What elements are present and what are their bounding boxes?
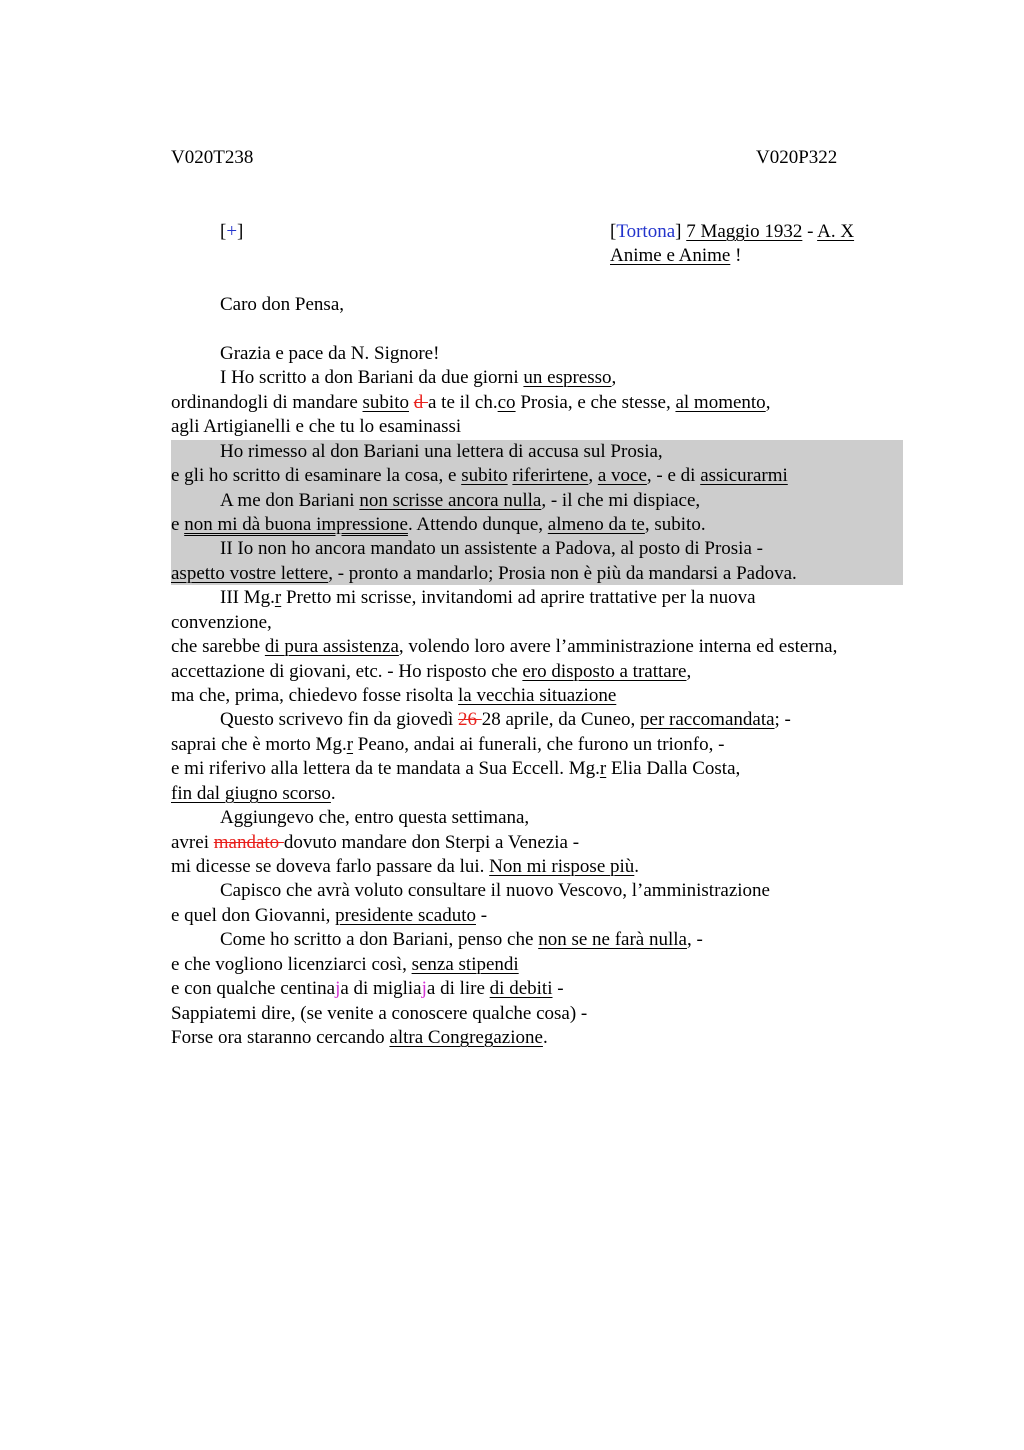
body-line: A me don Bariani non scrisse ancora nulla, - il che mi dispiace, <box>220 490 701 511</box>
body-line: e quel don Giovanni, presidente scaduto - <box>171 905 488 926</box>
body-line: avrei mandato dovuto mandare don Sterpi a Venezia - <box>171 832 580 853</box>
body-line: Capisco che avrà voluto consultare il nuovo Vescovo, l’amministrazione <box>220 880 770 901</box>
body-line: Questo scrivevo fin da giovedì 26 28 aprile, da Cuneo, per raccomandata; - <box>220 709 791 730</box>
body-line: e che vogliono licenziarci così, senza stipendi <box>171 954 519 975</box>
body-line: che sarebbe di pura assistenza, volendo loro avere l’amministrazione interna ed esterna, <box>171 636 838 657</box>
body-line: mi dicesse se doveva farlo passare da lui. Non mi rispose più. <box>171 856 640 877</box>
editorial-note-marker: [+] <box>220 221 244 242</box>
body-line: e non mi dà buona impressione. Attendo dunque, almeno da te, subito. <box>171 514 706 535</box>
body-line: Aggiungevo che, entro questa settimana, <box>220 807 530 828</box>
body-line: e gli ho scritto di esaminare la cosa, e subito riferirtene, a voce, - e di assicurarmi <box>171 465 788 486</box>
document-code-left: V020T238 <box>171 147 254 168</box>
place-link[interactable]: Tortona <box>616 221 676 242</box>
letter-motto: Anime e Anime ! <box>610 245 742 266</box>
body-line: fin dal giugno scorso. <box>171 783 336 804</box>
letter-date-line: [Tortona] 7 Maggio 1932 - A. X <box>610 221 855 242</box>
body-line: ma che, prima, chiedevo fosse risolta la vecchia situazione <box>171 685 617 706</box>
body-line: saprai che è morto Mg.r Peano, andai ai funerali, che furono un trionfo, - <box>171 734 725 755</box>
body-line: Forse ora staranno cercando altra Congregazione. <box>171 1027 548 1048</box>
body-line: Grazia e pace da N. Signore! <box>220 343 440 364</box>
body-line: e mi riferivo alla lettera da te mandata a Sua Eccell. Mg.r Elia Dalla Costa, <box>171 758 741 779</box>
salutation: Caro don Pensa, <box>220 294 345 315</box>
body-line: accettazione di giovani, etc. - Ho risposto che ero disposto a trattare, <box>171 661 692 682</box>
body-line: convenzione, <box>171 612 272 633</box>
body-line: e con qualche centinaja di migliaja di lire di debiti - <box>171 978 564 999</box>
body-line: ordinandogli di mandare subito d a te il ch.co Prosia, e che stesse, al momento, <box>171 392 771 413</box>
body-line: aspetto vostre lettere, - pronto a mandarlo; Prosia non è più da mandarsi a Padova. <box>171 563 797 584</box>
body-line: III Mg.r Pretto mi scrisse, invitandomi ad aprire trattative per la nuova <box>220 587 756 608</box>
body-line: agli Artigianelli e che tu lo esaminassi <box>171 416 462 437</box>
document-code-right: V020P322 <box>756 147 838 168</box>
body-line: Sappiatemi dire, (se venite a conoscere qualche cosa) - <box>171 1003 588 1024</box>
body-line: I Ho scritto a don Bariani da due giorni un espresso, <box>220 367 617 388</box>
plus-note-link[interactable]: + <box>226 221 238 242</box>
body-line: Ho rimesso al don Bariani una lettera di accusa sul Prosia, <box>220 441 663 462</box>
body-line: Come ho scritto a don Bariani, penso che non se ne farà nulla, - <box>220 929 703 950</box>
body-line: II Io non ho ancora mandato un assistente a Padova, al posto di Prosia - <box>220 538 763 559</box>
